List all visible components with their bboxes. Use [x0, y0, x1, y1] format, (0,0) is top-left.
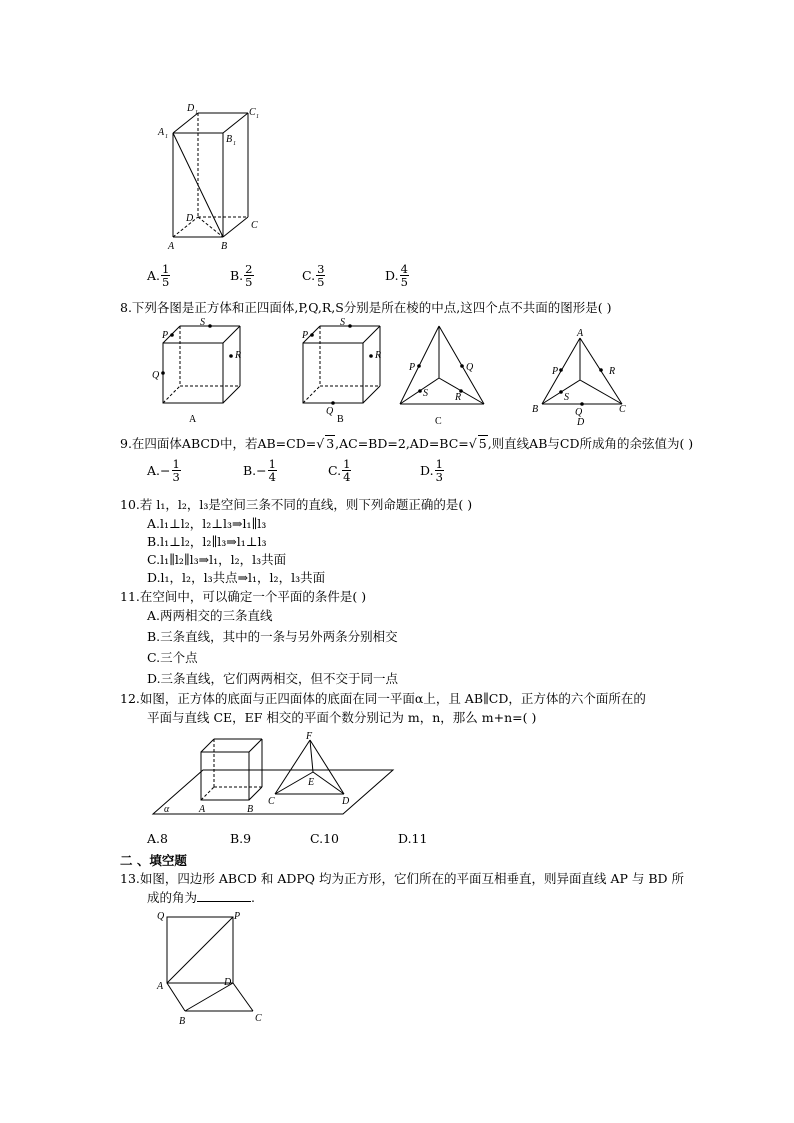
- svg-text:R: R: [609, 366, 616, 377]
- svg-text:B: B: [179, 1016, 186, 1027]
- svg-text:Q: Q: [152, 370, 160, 381]
- svg-text:R: R: [235, 350, 242, 361]
- svg-text:P: P: [162, 330, 169, 341]
- fraction: $\frac{1}{3}$: [172, 457, 180, 484]
- fraction: $\frac{1}{4}$: [268, 457, 276, 484]
- svg-text:C: C: [435, 416, 442, 427]
- svg-text:D: D: [342, 796, 350, 807]
- svg-text:1: 1: [165, 134, 168, 140]
- q12-option-b[interactable]: B.9: [230, 831, 252, 846]
- answer-blank[interactable]: [197, 891, 251, 902]
- q13-square-figure: [155, 905, 275, 1030]
- q11-question-text: 11.在空间中，可以确定一个平面的条件是( ): [120, 589, 367, 604]
- svg-text:Q: Q: [466, 362, 474, 373]
- q12-cube-tetrahedron-figure: [148, 730, 398, 820]
- q8-question-text: 8.下列各图是正方体和正四面体,P,Q,R,S分别是所在棱的中点,这四个点不共面的图形是( ): [120, 300, 612, 315]
- q10-option-c[interactable]: C.l₁∥l₂∥l₃⇒l₁，l₂，l₃共面: [147, 552, 287, 567]
- svg-text:D: D: [224, 977, 232, 988]
- q10-question-text: 10.若 l₁，l₂，l₃是空间三条不同的直线，则下列命题正确的是( ): [120, 497, 473, 512]
- section-title-fill-in: 二 、填空题: [120, 853, 187, 868]
- svg-text:A: A: [189, 414, 197, 425]
- svg-text:P: P: [552, 366, 559, 377]
- label-C1: C: [249, 107, 256, 118]
- q8-figure-a: [148, 318, 248, 428]
- q9-option-c[interactable]: C. $\frac{1}{4}$: [328, 457, 351, 484]
- svg-text:C: C: [268, 796, 275, 807]
- q8-figure-b: [288, 318, 388, 428]
- q8-figure-d: [530, 328, 630, 430]
- svg-text:A: A: [577, 328, 584, 339]
- q7-option-d[interactable]: D. $\frac{4}{5}$: [385, 262, 408, 289]
- label-A: A: [168, 241, 175, 252]
- svg-text:B: B: [337, 414, 344, 425]
- svg-text:1: 1: [233, 141, 236, 147]
- q12-option-a[interactable]: A.8: [147, 831, 168, 846]
- svg-text:B: B: [532, 404, 539, 415]
- svg-text:R: R: [375, 350, 382, 361]
- label-B: B: [221, 241, 228, 252]
- svg-text:Q: Q: [326, 406, 334, 417]
- q10-option-a[interactable]: A.l₁⊥l₂，l₂⊥l₃⇒l₁∥l₃: [147, 516, 267, 531]
- label-B1: B: [226, 134, 233, 145]
- q7-option-b[interactable]: B. $\frac{2}{5}$: [230, 262, 253, 289]
- svg-text:1: 1: [256, 114, 259, 120]
- q10-option-d[interactable]: D.l₁，l₂，l₃共点⇒l₁，l₂，l₃共面: [147, 570, 326, 585]
- svg-text:1: 1: [195, 110, 198, 116]
- q12-question-line1: 12.如图，正方体的底面与正四面体的底面在同一平面α上，且 AB∥CD，正方体的六个面所在的: [120, 691, 646, 706]
- fraction: $\frac{4}{5}$: [400, 262, 408, 289]
- svg-text:E: E: [308, 777, 315, 788]
- svg-text:P: P: [409, 362, 416, 373]
- q8-figure-c: [395, 320, 490, 430]
- q11-option-d[interactable]: D.三条直线，它们两两相交，但不交于同一点: [147, 671, 399, 686]
- label-D: D: [186, 213, 194, 224]
- q12-option-d[interactable]: D.11: [398, 831, 428, 846]
- label-D1: D: [187, 103, 195, 114]
- label-A1: A: [158, 127, 165, 138]
- q11-option-b[interactable]: B.三条直线，其中的一条与另外两条分别相交: [147, 629, 398, 644]
- q7-option-c[interactable]: C. $\frac{3}{5}$: [302, 262, 325, 289]
- fraction: $\frac{1}{3}$: [435, 457, 443, 484]
- svg-text:B: B: [247, 804, 254, 815]
- q7-option-a[interactable]: A. $\frac{1}{5}$: [147, 262, 170, 289]
- svg-text:Q: Q: [157, 911, 165, 922]
- fraction: $\frac{3}{5}$: [317, 262, 325, 289]
- q9-option-d[interactable]: D. $\frac{1}{3}$: [420, 457, 443, 484]
- svg-text:A: A: [157, 981, 164, 992]
- svg-text:S: S: [200, 318, 205, 328]
- label-C: C: [251, 220, 258, 231]
- svg-text:S: S: [423, 388, 428, 399]
- svg-text:Q: Q: [575, 407, 583, 418]
- svg-text:C: C: [619, 404, 626, 415]
- q12-option-c[interactable]: C.10: [310, 831, 339, 846]
- fraction: $\frac{1}{5}$: [162, 262, 170, 289]
- q12-question-line2: 平面与直线 CE，EF 相交的平面个数分别记为 m，n，那么 m+n=( ): [147, 710, 537, 725]
- svg-text:A: A: [199, 804, 206, 815]
- svg-text:F: F: [306, 731, 313, 742]
- svg-text:P: P: [234, 911, 241, 922]
- svg-text:D: D: [577, 417, 585, 428]
- svg-text:C: C: [255, 1013, 262, 1024]
- q7-prism-figure: [150, 95, 280, 255]
- label-alpha: α: [164, 804, 170, 815]
- fraction: $\frac{2}{5}$: [245, 262, 253, 289]
- svg-text:P: P: [302, 330, 309, 341]
- q9-option-a[interactable]: A. − $\frac{1}{3}$: [147, 457, 180, 484]
- q11-option-c[interactable]: C.三个点: [147, 650, 198, 665]
- q10-option-b[interactable]: B.l₁⊥l₂，l₂∥l₃⇒l₁⊥l₃: [147, 534, 267, 549]
- q11-option-a[interactable]: A.两两相交的三条直线: [147, 608, 273, 623]
- q9-question-text: 9.在四面体ABCD中，若AB=CD=√ 3,AC=BD=2,AD=BC=√ 5,则直线AB与CD所成角的余弦值为( ): [120, 436, 694, 451]
- q13-question-line2: 成的角为 .: [147, 890, 255, 905]
- q9-option-b[interactable]: B. − $\frac{1}{4}$: [243, 457, 276, 484]
- q13-question-line1: 13.如图，四边形 ABCD 和 ADPQ 均为正方形，它们所在的平面互相垂直，则异面直线 AP 与 BD 所: [120, 871, 685, 886]
- svg-text:R: R: [455, 392, 462, 403]
- fraction: $\frac{1}{4}$: [343, 457, 351, 484]
- svg-text:S: S: [340, 318, 345, 328]
- svg-text:S: S: [564, 392, 569, 403]
